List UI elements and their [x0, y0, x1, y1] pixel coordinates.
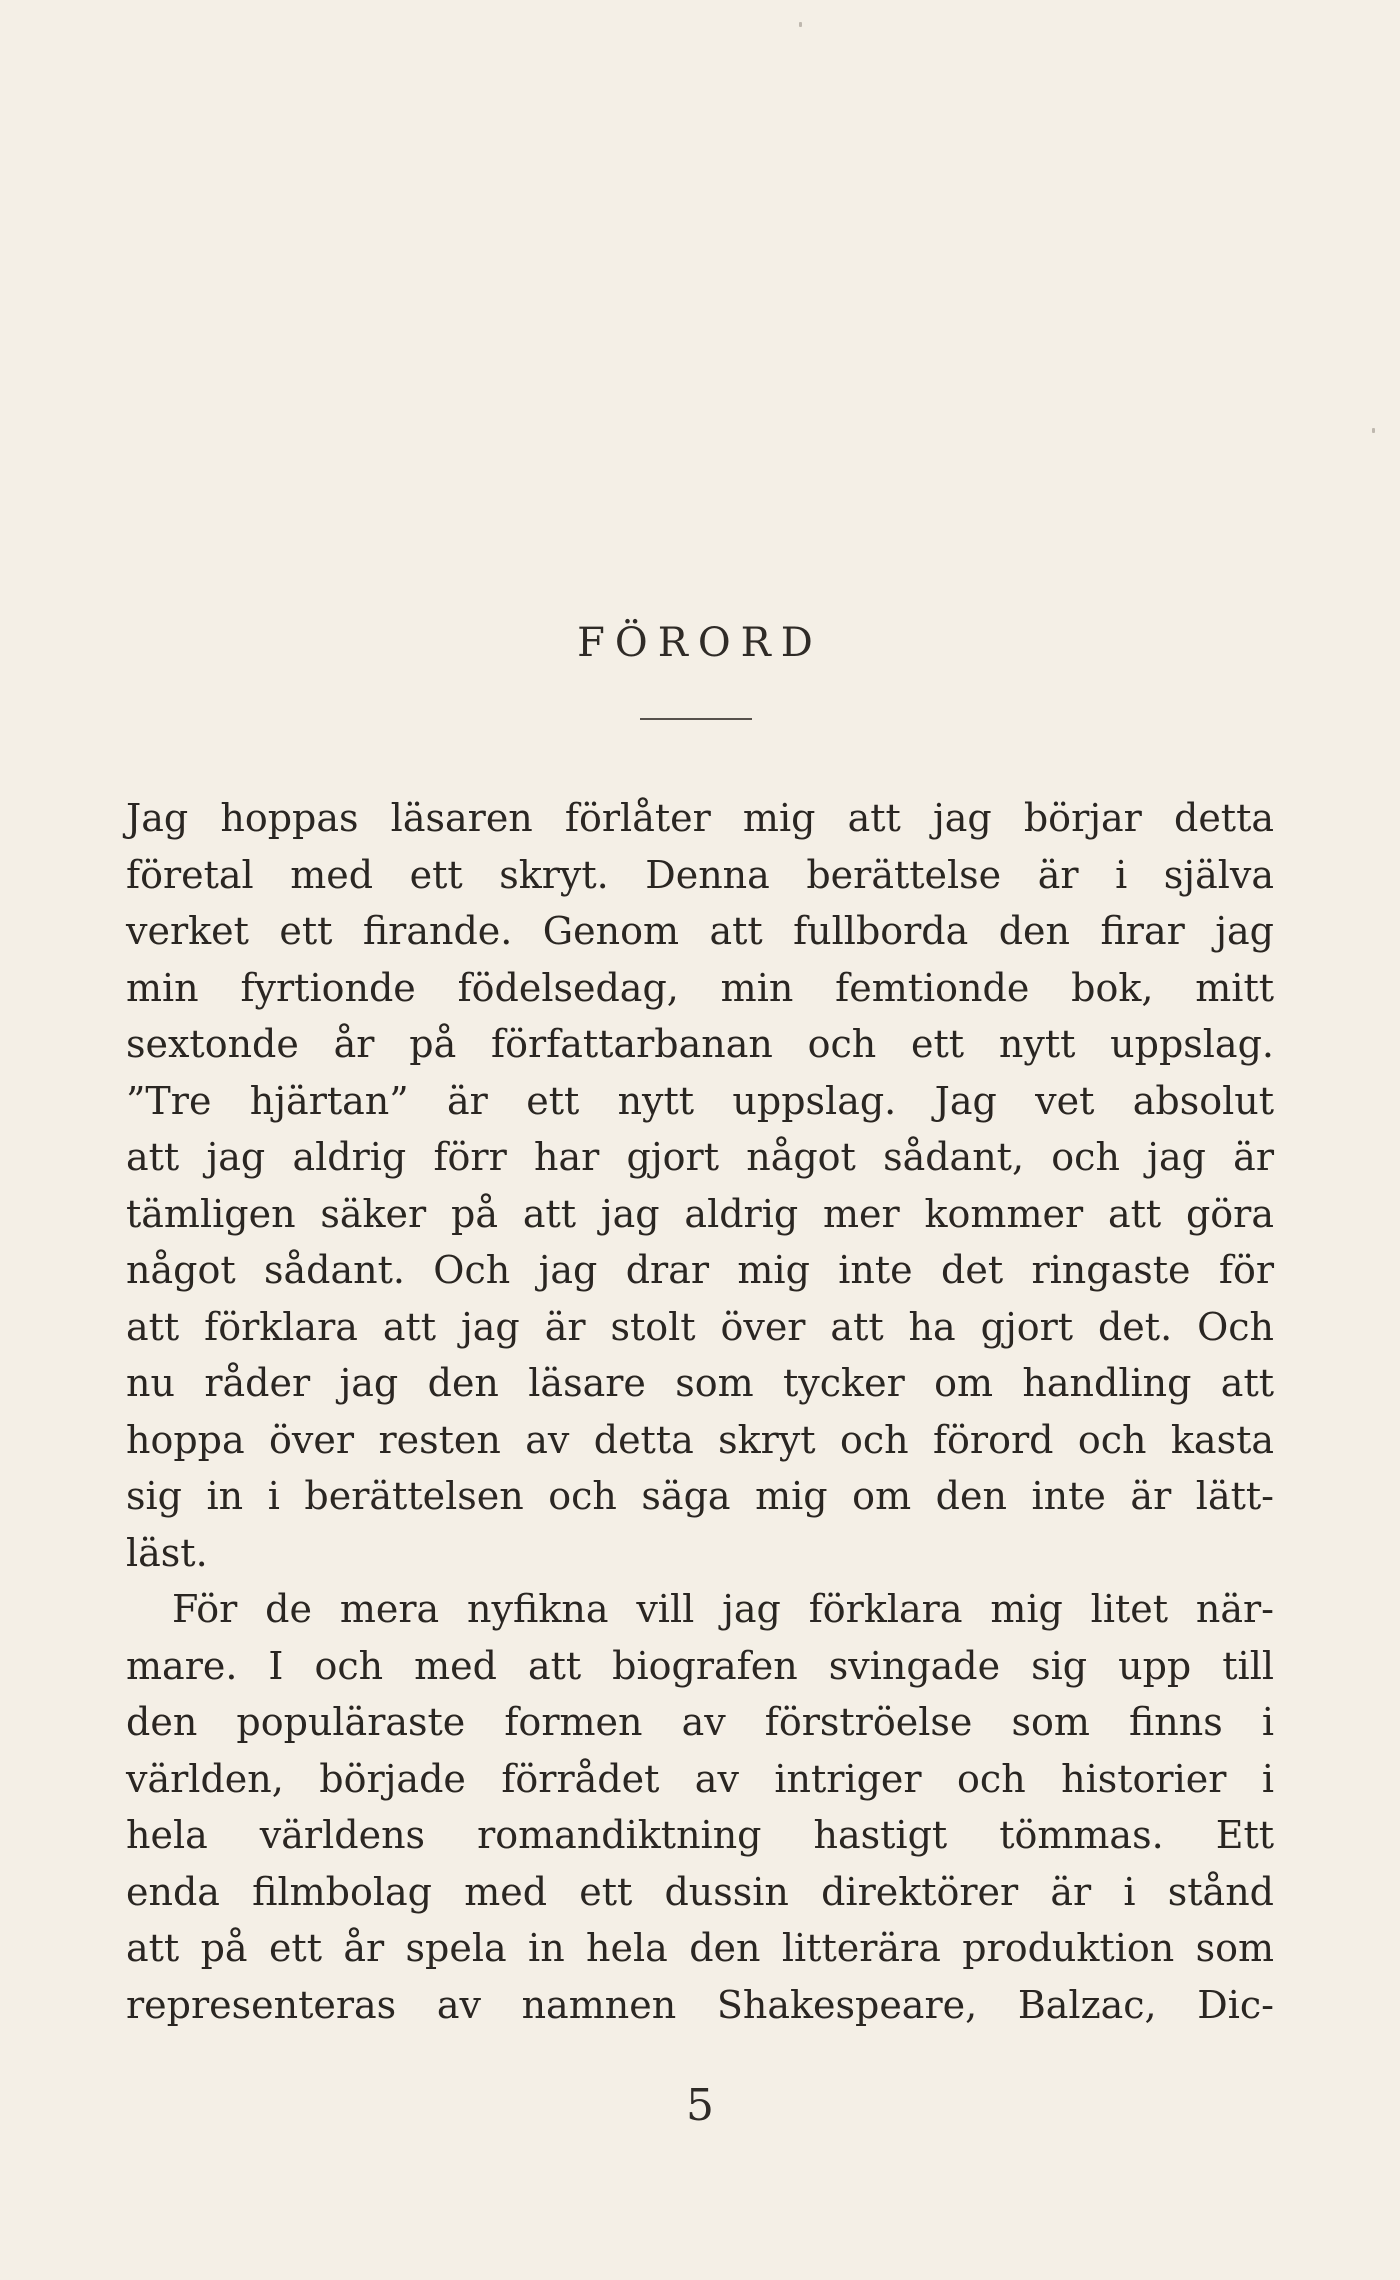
text-line: att jag aldrig förr har gjort något sådant, och jag är [126, 1135, 1274, 1179]
page-number: 5 [686, 2080, 714, 2131]
heading-divider [640, 718, 752, 720]
text-line: hoppa över resten av detta skryt och förord och kasta [126, 1417, 1274, 1462]
text-line: sextonde år på författarbanan och ett nytt uppslag. [126, 1022, 1274, 1066]
text-line: enda filmbolag med ett dussin direktörer är i stånd [126, 1869, 1274, 1914]
text-line: mare. I och med att biografen svingade sig upp till [126, 1643, 1274, 1688]
text-line: För de mera nyfikna vill jag förklara mig litet när- [172, 1587, 1274, 1631]
text-line: något sådant. Och jag drar mig inte det ringaste för [126, 1248, 1274, 1292]
text-line: nu råder jag den läsare som tycker om handling att [126, 1361, 1274, 1405]
text-line: min fyrtionde födelsedag, min femtionde bok, mitt [126, 965, 1274, 1010]
text-line: verket ett firande. Genom att fullborda den firar jag [126, 909, 1274, 953]
text-line: ”Tre hjärtan” är ett nytt uppslag. Jag vet absolut [126, 1078, 1274, 1123]
text-line: företal med ett skryt. Denna berättelse är i själva [126, 852, 1274, 897]
text-line: läst. [126, 1530, 208, 1575]
text-line: den populäraste formen av förströelse som finns i [126, 1700, 1274, 1744]
text-line: sig in i berättelsen och säga mig om den inte är lätt- [126, 1474, 1274, 1518]
text-line: att på ett år spela in hela den litterära produktion som [126, 1926, 1274, 1970]
text-line: att förklara att jag är stolt över att ha gjort det. Och [126, 1304, 1274, 1349]
paper-speck [1372, 428, 1375, 433]
text-line: Jag hoppas läsaren förlåter mig att jag börjar detta [126, 796, 1274, 840]
body-text [126, 790, 1274, 2033]
text-line: tämligen säker på att jag aldrig mer kommer att göra [126, 1191, 1274, 1236]
text-line: världen, började förrådet av intriger och historier i [126, 1756, 1274, 1801]
text-line: hela världens romandiktning hastigt tömmas. Ett [126, 1813, 1274, 1857]
text-line: representeras av namnen Shakespeare, Balzac, Dic- [126, 1982, 1274, 2027]
chapter-heading: FÖRORD [577, 620, 823, 666]
paper-speck [799, 22, 802, 27]
